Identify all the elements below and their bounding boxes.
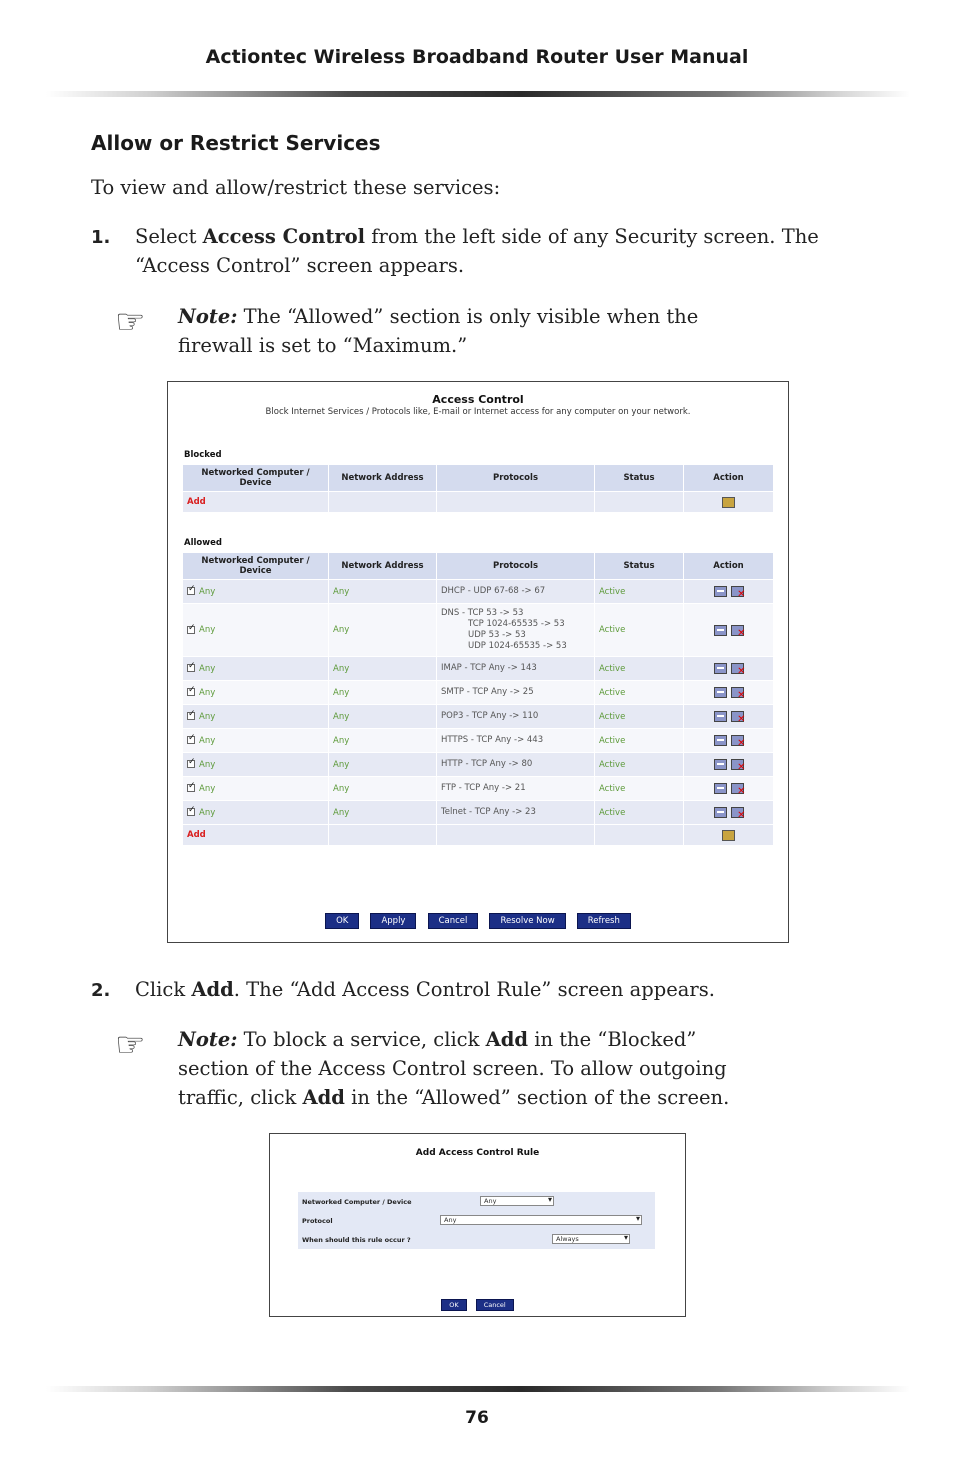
header-rule	[46, 91, 910, 97]
table-row	[183, 657, 773, 680]
device-label: Networked Computer / Device	[302, 1198, 412, 1206]
device-cell	[183, 681, 328, 704]
enable-checkbox[interactable]	[187, 736, 195, 744]
address-cell: Any	[329, 801, 436, 824]
edit-icon[interactable]	[714, 687, 727, 698]
delete-icon[interactable]	[731, 807, 744, 818]
enable-checkbox[interactable]	[187, 688, 195, 696]
protocol-cell	[437, 801, 594, 824]
add-rule-buttons	[270, 1292, 685, 1311]
section-title: Allow or Restrict Services	[91, 131, 381, 155]
status-cell: Active	[595, 604, 683, 656]
footer-rule	[46, 1386, 910, 1392]
device-value: Any	[199, 735, 216, 746]
enable-checkbox[interactable]	[187, 626, 195, 634]
col-protocols: Protocols	[437, 553, 594, 579]
status-cell: Active	[595, 753, 683, 776]
col-status: Status	[595, 553, 683, 579]
note-2-part: To block a service, click	[237, 1028, 486, 1051]
edit-icon[interactable]	[714, 625, 727, 636]
action-cell	[684, 777, 773, 800]
enable-checkbox[interactable]	[187, 808, 195, 816]
action-cell	[684, 705, 773, 728]
step-1-post: from the left side of any Security screen. The “Access Control” screen appears.	[135, 225, 819, 277]
delete-icon[interactable]	[731, 687, 744, 698]
col-action: Action	[684, 465, 773, 491]
status-cell: Active	[595, 657, 683, 680]
intro-paragraph: To view and allow/restrict these services:	[91, 176, 501, 199]
enable-checkbox[interactable]	[187, 712, 195, 720]
device-value: Any	[199, 663, 216, 674]
protocol-line: HTTPS - TCP Any -> 443	[441, 735, 544, 745]
device-value: Any	[199, 687, 216, 698]
col-action: Action	[684, 553, 773, 579]
edit-icon[interactable]	[714, 735, 727, 746]
protocol-line: DNS - TCP 53 -> 53	[441, 608, 524, 618]
edit-icon[interactable]	[714, 711, 727, 722]
blocked-table	[182, 464, 774, 513]
refresh-button[interactable]: Refresh	[577, 913, 631, 929]
protocol-cell	[437, 753, 594, 776]
enable-checkbox[interactable]	[187, 587, 195, 595]
device-cell	[183, 705, 328, 728]
page-number: 76	[465, 1408, 489, 1428]
action-cell	[684, 657, 773, 680]
col-address: Network Address	[329, 465, 436, 491]
apply-button[interactable]: Apply	[370, 913, 416, 929]
address-cell: Any	[329, 777, 436, 800]
action-cell	[684, 729, 773, 752]
enable-checkbox[interactable]	[187, 784, 195, 792]
device-value: Any	[199, 586, 216, 597]
step-2-number: 2.	[91, 980, 111, 1001]
delete-icon[interactable]	[731, 735, 744, 746]
col-protocols: Protocols	[437, 465, 594, 491]
device-cell	[183, 753, 328, 776]
step-1-bold: Access Control	[202, 225, 366, 248]
table-row	[183, 681, 773, 704]
device-value: Any	[199, 807, 216, 818]
note-2-label: Note:	[178, 1028, 238, 1051]
status-cell: Active	[595, 777, 683, 800]
edit-icon[interactable]	[714, 783, 727, 794]
address-cell: Any	[329, 657, 436, 680]
protocol-cell	[437, 729, 594, 752]
screen-title: Access Control	[432, 393, 524, 406]
device-value: Any	[199, 625, 216, 635]
status-cell: Active	[595, 705, 683, 728]
protocol-cell	[437, 604, 594, 656]
protocol-line: HTTP - TCP Any -> 80	[441, 759, 533, 769]
allowed-label: Allowed	[184, 538, 222, 548]
col-device: Networked Computer / Device	[183, 465, 328, 491]
running-header: Actiontec Wireless Broadband Router User Manual	[205, 46, 749, 68]
note-2	[178, 1025, 768, 1112]
protocol-line: FTP - TCP Any -> 21	[441, 783, 526, 793]
action-cell	[684, 580, 773, 603]
protocol-line: SMTP - TCP Any -> 25	[441, 687, 534, 697]
action-cell	[684, 801, 773, 824]
step-2-pre: Click	[135, 978, 192, 1001]
note-2-bold: Add	[302, 1086, 345, 1109]
pointing-hand-icon: ☞	[115, 1025, 146, 1065]
protocol-cell	[437, 681, 594, 704]
step-2-bold: Add	[191, 978, 234, 1001]
table-row	[183, 777, 773, 800]
device-cell	[183, 729, 328, 752]
access-control-screenshot	[167, 381, 789, 943]
protocol-line: POP3 - TCP Any -> 110	[441, 711, 539, 721]
protocol-cell	[437, 777, 594, 800]
address-cell: Any	[329, 729, 436, 752]
action-cell	[684, 681, 773, 704]
device-cell	[183, 657, 328, 680]
add-rule-icon[interactable]	[722, 497, 735, 508]
delete-icon[interactable]	[731, 711, 744, 722]
address-cell: Any	[329, 681, 436, 704]
table-row	[183, 729, 773, 752]
status-cell: Active	[595, 801, 683, 824]
status-cell: Active	[595, 729, 683, 752]
screen-subtitle: Block Internet Services / Protocols like, E-mail or Internet access for any computer on your network.	[265, 407, 691, 417]
screen-buttons	[168, 908, 788, 929]
status-cell: Active	[595, 681, 683, 704]
allowed-add-link[interactable]: Add	[187, 830, 206, 840]
delete-icon[interactable]	[731, 663, 744, 674]
delete-icon[interactable]	[731, 625, 744, 636]
blocked-label: Blocked	[184, 450, 222, 460]
edit-icon[interactable]	[714, 759, 727, 770]
action-cell	[684, 753, 773, 776]
device-value: Any	[199, 759, 216, 770]
note-2-bold: Add	[485, 1028, 529, 1051]
edit-icon[interactable]	[714, 663, 727, 674]
address-cell: Any	[329, 604, 436, 656]
add-rule-screenshot	[269, 1133, 686, 1317]
protocol-line: Telnet - TCP Any -> 23	[441, 807, 536, 817]
action-cell	[684, 604, 773, 656]
protocol-line: UDP 1024-65535 -> 53	[468, 641, 567, 651]
table-row	[183, 580, 773, 603]
protocol-line: UDP 53 -> 53	[468, 630, 526, 640]
device-value: Any	[199, 783, 216, 794]
step-1-text	[135, 222, 845, 280]
delete-icon[interactable]	[731, 586, 744, 597]
note-1-text: The “Allowed” section is only visible when the firewall is set to “Maximum.”	[178, 305, 699, 357]
address-cell: Any	[329, 753, 436, 776]
protocol-line: IMAP - TCP Any -> 143	[441, 663, 537, 673]
ok-button[interactable]: OK	[441, 1299, 466, 1311]
protocol-cell	[437, 705, 594, 728]
table-row	[183, 801, 773, 824]
delete-icon[interactable]	[731, 783, 744, 794]
device-cell	[183, 777, 328, 800]
protocol-label: Protocol	[302, 1217, 333, 1225]
col-status: Status	[595, 465, 683, 491]
address-cell: Any	[329, 580, 436, 603]
add-rule-form	[298, 1192, 655, 1249]
table-row	[183, 753, 773, 776]
table-row	[183, 604, 773, 656]
enable-checkbox[interactable]	[187, 664, 195, 672]
cancel-button[interactable]: Cancel	[476, 1299, 514, 1311]
device-cell	[183, 801, 328, 824]
resolve-now-button[interactable]: Resolve Now	[489, 913, 565, 929]
note-2-part: in the “Blocked” section of the Access Control screen. To allow outgoing traffic, click	[178, 1028, 727, 1109]
device-cell	[183, 580, 328, 603]
device-value: Any	[199, 711, 216, 722]
protocol-cell	[437, 657, 594, 680]
col-address: Network Address	[329, 553, 436, 579]
add-rule-icon[interactable]	[722, 830, 735, 841]
edit-icon[interactable]	[714, 586, 727, 597]
device-select[interactable]: Any ▾	[480, 1196, 554, 1206]
ok-button[interactable]: OK	[325, 913, 359, 929]
status-cell: Active	[595, 580, 683, 603]
schedule-select[interactable]: Always ▾	[552, 1234, 630, 1244]
protocol-select[interactable]: Any ▾	[440, 1215, 642, 1225]
pointing-hand-icon: ☞	[115, 302, 146, 342]
step-2-text	[135, 975, 845, 1004]
address-cell: Any	[329, 705, 436, 728]
step-1-number: 1.	[91, 227, 111, 248]
table-row	[183, 705, 773, 728]
enable-checkbox[interactable]	[187, 760, 195, 768]
protocol-line: DHCP - UDP 67-68 -> 67	[441, 586, 546, 596]
device-cell	[183, 604, 328, 656]
step-1-pre: Select	[135, 225, 203, 248]
note-2-part: in the “Allowed” section of the screen.	[344, 1086, 730, 1109]
step-2-post: . The “Add Access Control Rule” screen appears.	[233, 978, 715, 1001]
note-1	[178, 302, 768, 360]
allowed-table	[182, 552, 774, 846]
note-1-label: Note:	[178, 305, 238, 328]
edit-icon[interactable]	[714, 807, 727, 818]
delete-icon[interactable]	[731, 759, 744, 770]
col-device: Networked Computer / Device	[183, 553, 328, 579]
protocol-cell	[437, 580, 594, 603]
schedule-label: When should this rule occur ?	[302, 1236, 411, 1244]
blocked-add-link[interactable]: Add	[187, 497, 206, 507]
add-rule-title: Add Access Control Rule	[415, 1148, 540, 1158]
protocol-line: TCP 1024-65535 -> 53	[468, 619, 565, 629]
cancel-button[interactable]: Cancel	[428, 913, 479, 929]
